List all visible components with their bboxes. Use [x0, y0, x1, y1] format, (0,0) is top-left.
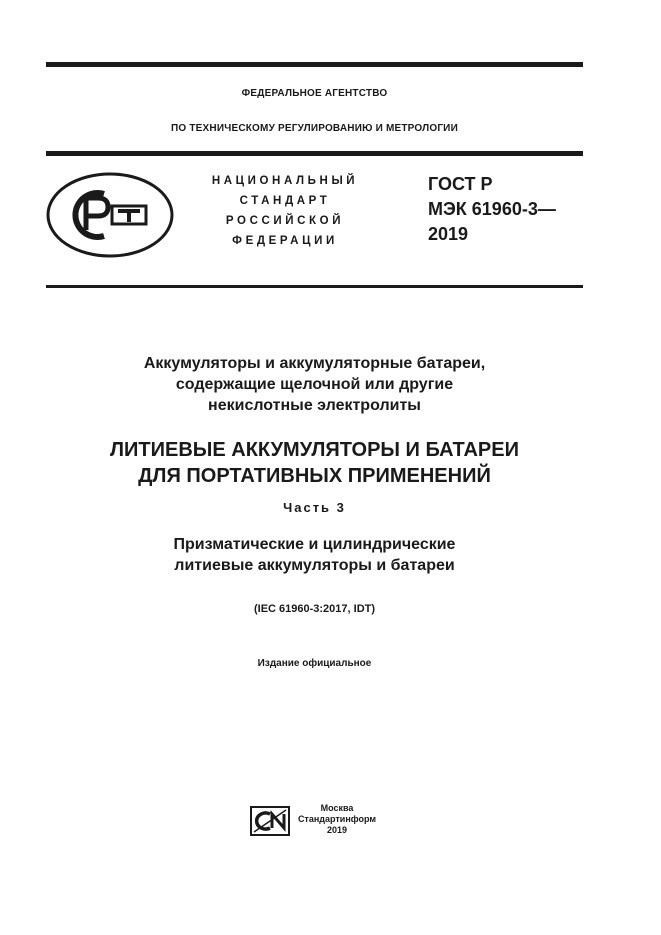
- subtitle-line: содержащие щелочной или другие: [175, 376, 454, 393]
- standard-code-line: МЭК 61960-3—: [428, 199, 556, 219]
- part-title: [46, 534, 583, 576]
- part-title-line: литиевые аккумуляторы и батареи: [174, 557, 455, 574]
- document-main-title: [46, 437, 583, 489]
- gost-rst-emblem-icon: [46, 172, 174, 258]
- middle-rule: [46, 151, 583, 156]
- national-line: НАЦИОНАЛЬНЫЙ: [211, 175, 359, 187]
- standard-code-line: 2019: [428, 224, 469, 244]
- part-label: Часть 3: [283, 500, 346, 515]
- agency-line-2: ПО ТЕХНИЧЕСКОМУ РЕГУЛИРОВАНИЮ И МЕТРОЛОГИИ: [171, 123, 458, 134]
- bottom-rule: [46, 285, 583, 288]
- national-line: ФЕДЕРАЦИИ: [232, 235, 338, 247]
- part-title-line: Призматические и цилиндрические: [173, 536, 456, 553]
- subtitle-line: некислотные электролиты: [208, 397, 421, 414]
- edition-note: Издание официальное: [257, 658, 372, 669]
- publisher-name: Стандартинформ: [297, 814, 377, 824]
- iec-reference: (IEC 61960-3:2017, IDT): [253, 603, 376, 615]
- national-line: СТАНДАРТ: [239, 195, 331, 207]
- main-title-line: ЛИТИЕВЫЕ АККУМУЛЯТОРЫ И БАТАРЕИ: [109, 439, 519, 461]
- document-subtitle: [46, 353, 583, 416]
- publisher-block: [296, 803, 378, 836]
- national-standard-block: [205, 171, 365, 251]
- agency-line-1: ФЕДЕРАЛЬНОЕ АГЕНТСТВО: [241, 88, 388, 99]
- top-rule: [46, 62, 583, 67]
- standard-code: [428, 172, 556, 247]
- standartinform-logo-icon: [250, 806, 290, 836]
- standard-code-line: ГОСТ Р: [428, 174, 493, 194]
- subtitle-line: Аккумуляторы и аккумуляторные батареи,: [143, 355, 486, 372]
- publisher-city: Москва: [320, 803, 354, 813]
- main-title-line: ДЛЯ ПОРТАТИВНЫХ ПРИМЕНЕНИЙ: [138, 465, 491, 487]
- publisher-year: 2019: [326, 825, 348, 835]
- national-line: РОССИЙСКОЙ: [225, 215, 345, 227]
